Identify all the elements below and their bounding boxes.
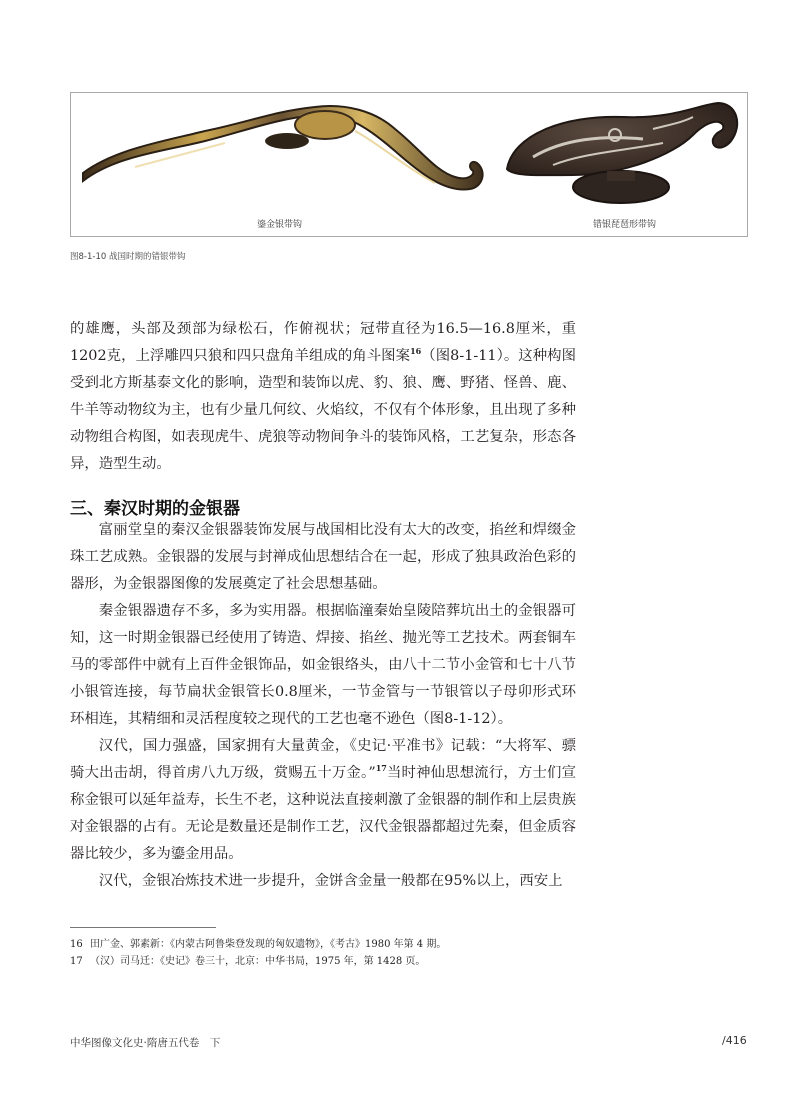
left-photo-caption: 鎏金银带钩 [257, 220, 303, 230]
footnote-number: 17 [70, 956, 83, 967]
paragraph-4 [70, 733, 576, 868]
footnote-17 [70, 953, 630, 970]
running-title: 中华图像文化史·隋唐五代卷 下 [70, 1037, 221, 1049]
paragraph-2: 富丽堂皇的秦汉金银器装饰发展与战国相比没有太大的改变，掐丝和焊缀金珠工艺成熟。金银器的发展与封禅成仙思想结合在一起，形成了独具政治色彩的器形，为金银器图像的发展奠定了社会思想基础。 [70, 522, 576, 592]
figure-box [70, 92, 748, 237]
footnote-ref-16[interactable]: 16 [410, 346, 422, 357]
paragraph1-tail: （图8-1-11）。这种构图受到北方斯基泰文化的影响，造型和装饰以虎、豹、狼、鹰、野猪、怪兽、鹿、牛羊等动物纹为主，也有少量几何纹、火焰纹，不仅有个体形象，且出现了多种动物组合构图，如表现虎牛、虎狼等动物间争斗的装饰风格，工艺复杂，形态各异，造型生动。 [70, 348, 577, 472]
footnote-text: 田广金、郭素新：《内蒙古阿鲁柴登发现的匈奴遗物》，《考古》1980 年第 4 期。 [90, 939, 447, 950]
paragraph-continuation [70, 316, 576, 478]
footnote-text: （汉）司马迁：《史记》卷三十，北京：中华书局，1975 年，第 1428 页。 [90, 956, 426, 967]
paragraph-3: 秦金银器遗存不多，多为实用器。根据临潼秦始皇陵陪葬坑出土的金银器可知，这一时期金银器已经使用了铸造、焊接、掐丝、抛光等工艺技术。两套铜车马的零部件中就有上百件金银饰品，如金银络头，由八十二节小金管和七十八节小银管连接，每节扁状金银管长0.8厘米，一节金管与一节银管以子母卯形式环环相连，其精细和灵活程度较之现代的工艺也毫不逊色（图8-1-12）。 [70, 603, 576, 727]
right-photo-caption: 错银琵琶形带钩 [593, 220, 657, 230]
paragraph4-tail: 当时神仙思想流行，方士们宣称金银可以延年益寿，长生不老，这种说法直接刺激了金银器的制作和上层贵族对金银器的占有。无论是数量还是制作工艺，汉代金银器都超过先秦，但金质容器比较少，多为鎏金用品。 [70, 765, 576, 862]
footnote-number: 16 [70, 939, 83, 950]
paragraph4-head: 汉代，国力强盛，国家拥有大量黄金，《史记·平准书》记载：“大将军、骠骑大出击胡，得首虏八九万级，赏赐五十万金。” [70, 738, 576, 781]
section-body [70, 517, 576, 895]
pipa-shaped-belt-hook-photo [503, 95, 743, 213]
paragraph1-text: 的雄鹰，头部及颈部为绿松石，作俯视状；冠带直径为16.5—16.8厘米，重1202克，上浮雕四只狼和四只盘角羊组成的角斗图案 [70, 321, 576, 364]
footnotes [70, 936, 630, 970]
figure-caption: 图8-1-10 战国时期的错银带钩 [70, 252, 186, 262]
gilt-silver-belt-hook-photo [75, 101, 491, 211]
paragraph-5: 汉代，金银冶炼技术进一步提升，金饼含金量一般都在95%以上，西安上 [98, 873, 563, 889]
footnote-16 [70, 936, 630, 953]
page-number: /416 [722, 1034, 747, 1047]
footnote-ref-17[interactable]: 17 [375, 763, 387, 774]
section-heading: 三、秦汉时期的金银器 [70, 499, 240, 519]
footnote-divider [70, 927, 216, 928]
